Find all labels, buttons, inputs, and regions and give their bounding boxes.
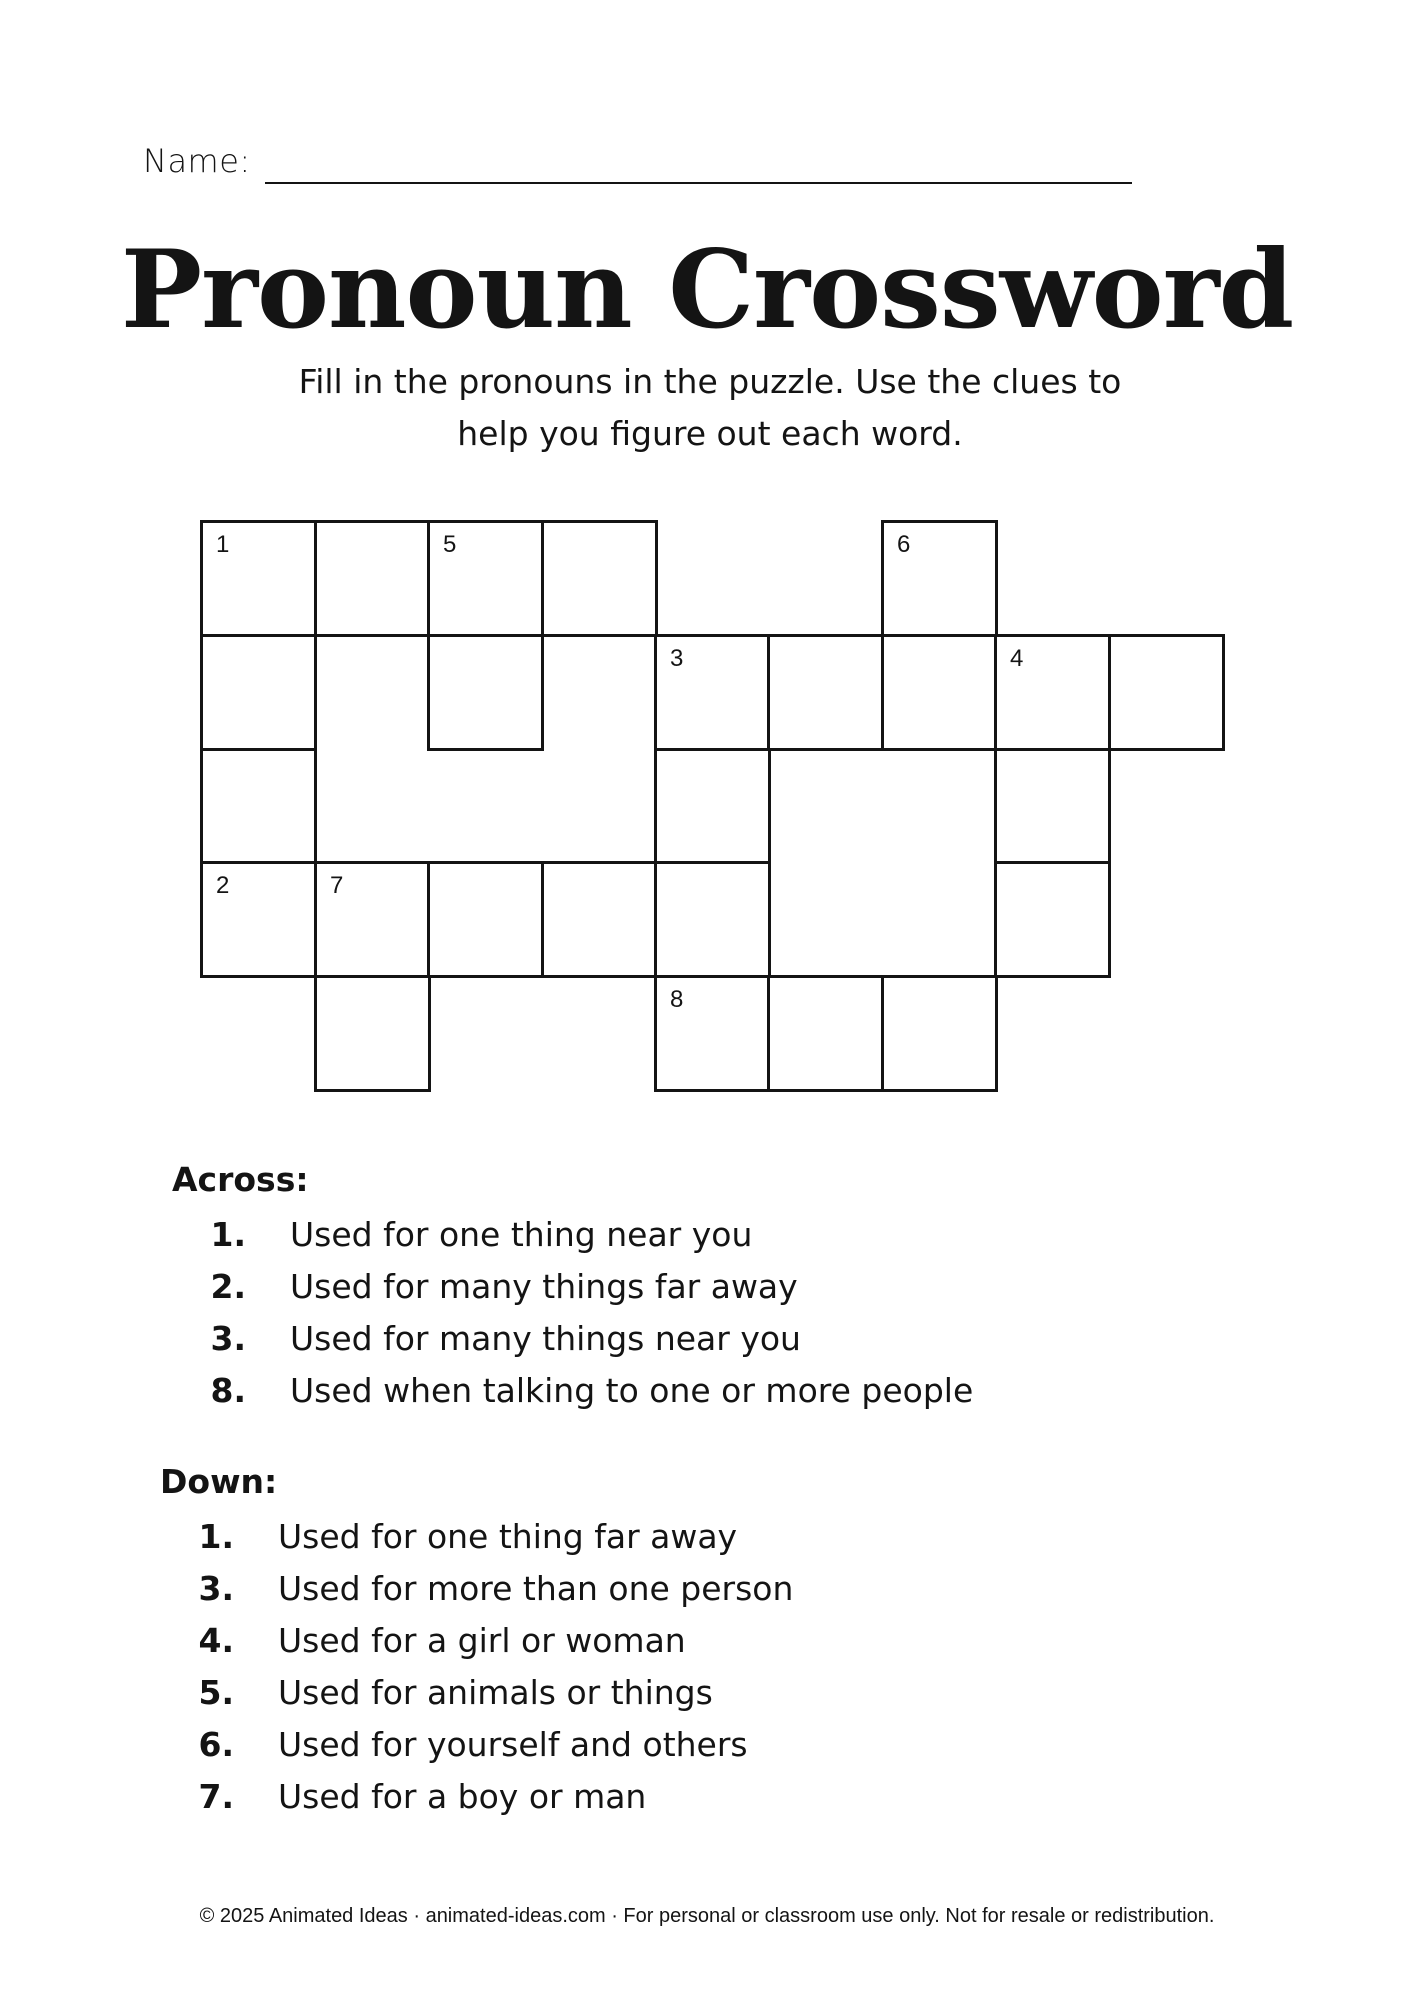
across-clue [206, 1261, 973, 1313]
clue-text: Used when talking to one or more people [290, 1371, 974, 1410]
crossword-cell[interactable] [200, 861, 317, 978]
clue-number: 5 [443, 531, 457, 558]
crossword-cell[interactable] [427, 861, 544, 978]
across-heading: Across: [172, 1160, 309, 1199]
crossword-cell[interactable] [427, 634, 544, 751]
crossword-cell[interactable] [314, 520, 431, 637]
clue-num: 3. [198, 1569, 234, 1608]
name-label: Name: [143, 142, 251, 180]
crossword-cell[interactable] [767, 634, 884, 751]
down-clue [194, 1615, 793, 1667]
crossword-cell[interactable] [654, 975, 771, 1092]
clue-text: Used for a boy or man [278, 1777, 647, 1816]
crossword-cell[interactable] [200, 748, 317, 865]
clue-number: 1 [216, 531, 230, 558]
clue-num: 1. [198, 1517, 234, 1556]
clue-num: 1. [210, 1215, 246, 1254]
clue-number: 4 [1010, 645, 1024, 672]
clue-text: Used for many things near you [290, 1319, 801, 1358]
down-clue [194, 1719, 793, 1771]
down-clue [194, 1771, 793, 1823]
instructions [230, 356, 1190, 460]
crossword-cell[interactable] [994, 748, 1111, 865]
crossword-cell[interactable] [994, 634, 1111, 751]
across-clue [206, 1365, 973, 1417]
crossword-cell[interactable] [881, 634, 998, 751]
clue-text: Used for many things far away [290, 1267, 798, 1306]
clue-number: 3 [670, 645, 684, 672]
clue-num: 3. [210, 1319, 246, 1358]
clue-num: 8. [210, 1371, 246, 1410]
down-clue [194, 1563, 793, 1615]
crossword-cell[interactable] [767, 975, 884, 1092]
clue-number: 8 [670, 986, 684, 1013]
crossword-cell[interactable] [994, 861, 1111, 978]
across-clue [206, 1313, 973, 1365]
down-clue-list [194, 1511, 793, 1823]
clue-num: 5. [198, 1673, 234, 1712]
footer-copyright: © 2025 Animated Ideas · animated-ideas.com · For personal or classroom use only. Not for resale or redistribution. [199, 1905, 1215, 1927]
crossword-cell[interactable] [314, 861, 431, 978]
clue-text: Used for one thing near you [290, 1215, 753, 1254]
clue-text: Used for more than one person [278, 1569, 794, 1608]
instructions-line-2: help you figure out each word. [457, 414, 963, 453]
crossword-cell[interactable] [881, 520, 998, 637]
crossword-cell[interactable] [200, 634, 317, 751]
clue-text: Used for animals or things [278, 1673, 713, 1712]
clue-number: 2 [216, 872, 230, 899]
clue-text: Used for yourself and others [278, 1725, 748, 1764]
clue-text: Used for one thing far away [278, 1517, 738, 1556]
across-clue-list [206, 1209, 973, 1417]
clue-num: 7. [198, 1777, 234, 1816]
crossword-cell[interactable] [200, 520, 317, 637]
clue-text: Used for a girl or woman [278, 1621, 686, 1660]
crossword-cell[interactable] [541, 861, 658, 978]
crossword-cell[interactable] [541, 520, 658, 637]
across-clue [206, 1209, 973, 1261]
clue-number: 7 [330, 872, 344, 899]
clue-num: 4. [198, 1621, 234, 1660]
clue-num: 6. [198, 1725, 234, 1764]
crossword-cell[interactable] [654, 861, 771, 978]
page-title: Pronoun Crossword [120, 227, 1294, 353]
crossword-cell[interactable] [881, 975, 998, 1092]
clue-number: 6 [897, 531, 911, 558]
instructions-line-1: Fill in the pronouns in the puzzle. Use the clues to [298, 362, 1122, 401]
crossword-cell[interactable] [314, 975, 431, 1092]
clue-num: 2. [210, 1267, 246, 1306]
down-clue [194, 1511, 793, 1563]
crossword-cell[interactable] [654, 634, 771, 751]
crossword-cell[interactable] [654, 748, 771, 865]
crossword-cell[interactable] [427, 520, 544, 637]
down-heading: Down: [160, 1462, 278, 1501]
down-clue [194, 1667, 793, 1719]
crossword-cell[interactable] [1108, 634, 1225, 751]
name-line[interactable] [265, 182, 1132, 184]
